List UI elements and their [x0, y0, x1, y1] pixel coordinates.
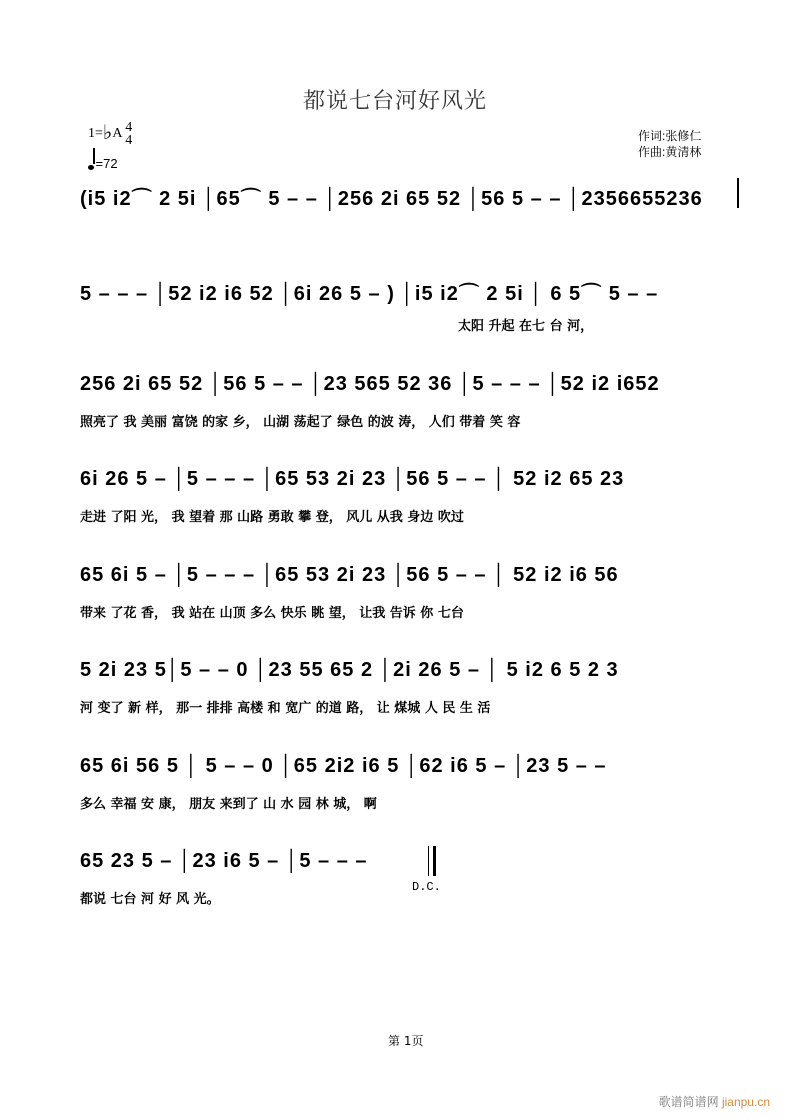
notes: 65 6i 56 5 │ 5 – – 0 │65 2i2 i6 5 │62 i6 5 – │23 5 – – [80, 755, 607, 777]
watermark-site: jianpu.cn [721, 1095, 770, 1109]
flat-icon: ♭ [102, 122, 113, 144]
score-line-6 [80, 659, 740, 719]
lyrics: 多么 幸福 安 康， 朋友 来到了 山 水 园 林 城， 啊 [80, 797, 377, 812]
notes: 256 2i 65 52 │56 5 – – │23 565 52 36 │5 – – – │52 i2 i652 [80, 373, 660, 395]
score-line-8 [80, 850, 740, 910]
notes: 5 2i 23 5│5 – – 0 │23 55 65 2 │2i 26 5 – │ 5 i2 6 5 2 3 [80, 659, 619, 681]
score-line-3 [80, 373, 740, 433]
tempo-marking [88, 152, 118, 171]
notes: 5 – – – │52 i2 i6 52 │6i 26 5 – ) │i5 i2⌒ 2 5i │ 6 5⌒ 5 – – [80, 283, 659, 305]
score-line-7 [80, 755, 740, 815]
lyrics: 太阳 升起 在七 台 河， [458, 319, 594, 334]
key-tonic: A [112, 126, 122, 141]
score-line-4 [80, 468, 740, 528]
quarter-note-icon [88, 165, 94, 170]
composer: 作曲:黄清林 [638, 145, 702, 159]
key-signature [88, 118, 132, 147]
notes: 65 23 5 – │23 i6 5 – │5 – – – [80, 850, 368, 872]
da-capo-mark: D.C. [412, 880, 441, 894]
watermark-cn: 歌谱简谱网 [658, 1095, 719, 1109]
note-stem [93, 148, 95, 164]
notes: 6i 26 5 – │5 – – – │65 53 2i 23 │56 5 – – │ 52 i2 65 23 [80, 468, 625, 490]
lyrics: 都说 七台 河 好 风 光。 [80, 892, 220, 907]
barline [737, 178, 739, 208]
notes: (i5 i2⌒ 2 5i │65⌒ 5 – – │256 2i 65 52 │56 5 – – │2356655236 [80, 188, 703, 210]
tempo-value: =72 [95, 156, 118, 171]
key-prefix: 1= [88, 126, 103, 141]
page-number: 第 1页 [388, 1034, 424, 1048]
lyrics: 带来 了花 香， 我 站在 山顶 多么 快乐 眺 望， 让我 告诉 你 七台 [80, 606, 464, 621]
lyricist: 作词:张修仁 [638, 129, 702, 143]
lyrics: 照亮了 我 美丽 富饶 的家 乡， 山湖 荡起了 绿色 的波 涛， 人们 带着 笑 容 [80, 415, 521, 430]
score-line-5 [80, 564, 740, 624]
song-title: 都说七台河好风光 [302, 89, 487, 114]
final-double-barline [428, 846, 436, 876]
time-signature: 4 4 [125, 119, 133, 148]
score-line-1 [80, 182, 740, 242]
score-line-2 [80, 277, 740, 337]
lyrics: 走进 了阳 光， 我 望着 那 山路 勇敢 攀 登， 风儿 从我 身边 吹过 [80, 510, 464, 525]
notes: 65 6i 5 – │5 – – – │65 53 2i 23 │56 5 – – │ 52 i2 i6 56 [80, 564, 619, 586]
credits [638, 128, 701, 160]
watermark [659, 1093, 770, 1110]
lyrics: 河 变了 新 样， 那一 排排 高楼 和 宽广 的道 路， 让 煤城 人 民 生 活 [80, 701, 491, 716]
